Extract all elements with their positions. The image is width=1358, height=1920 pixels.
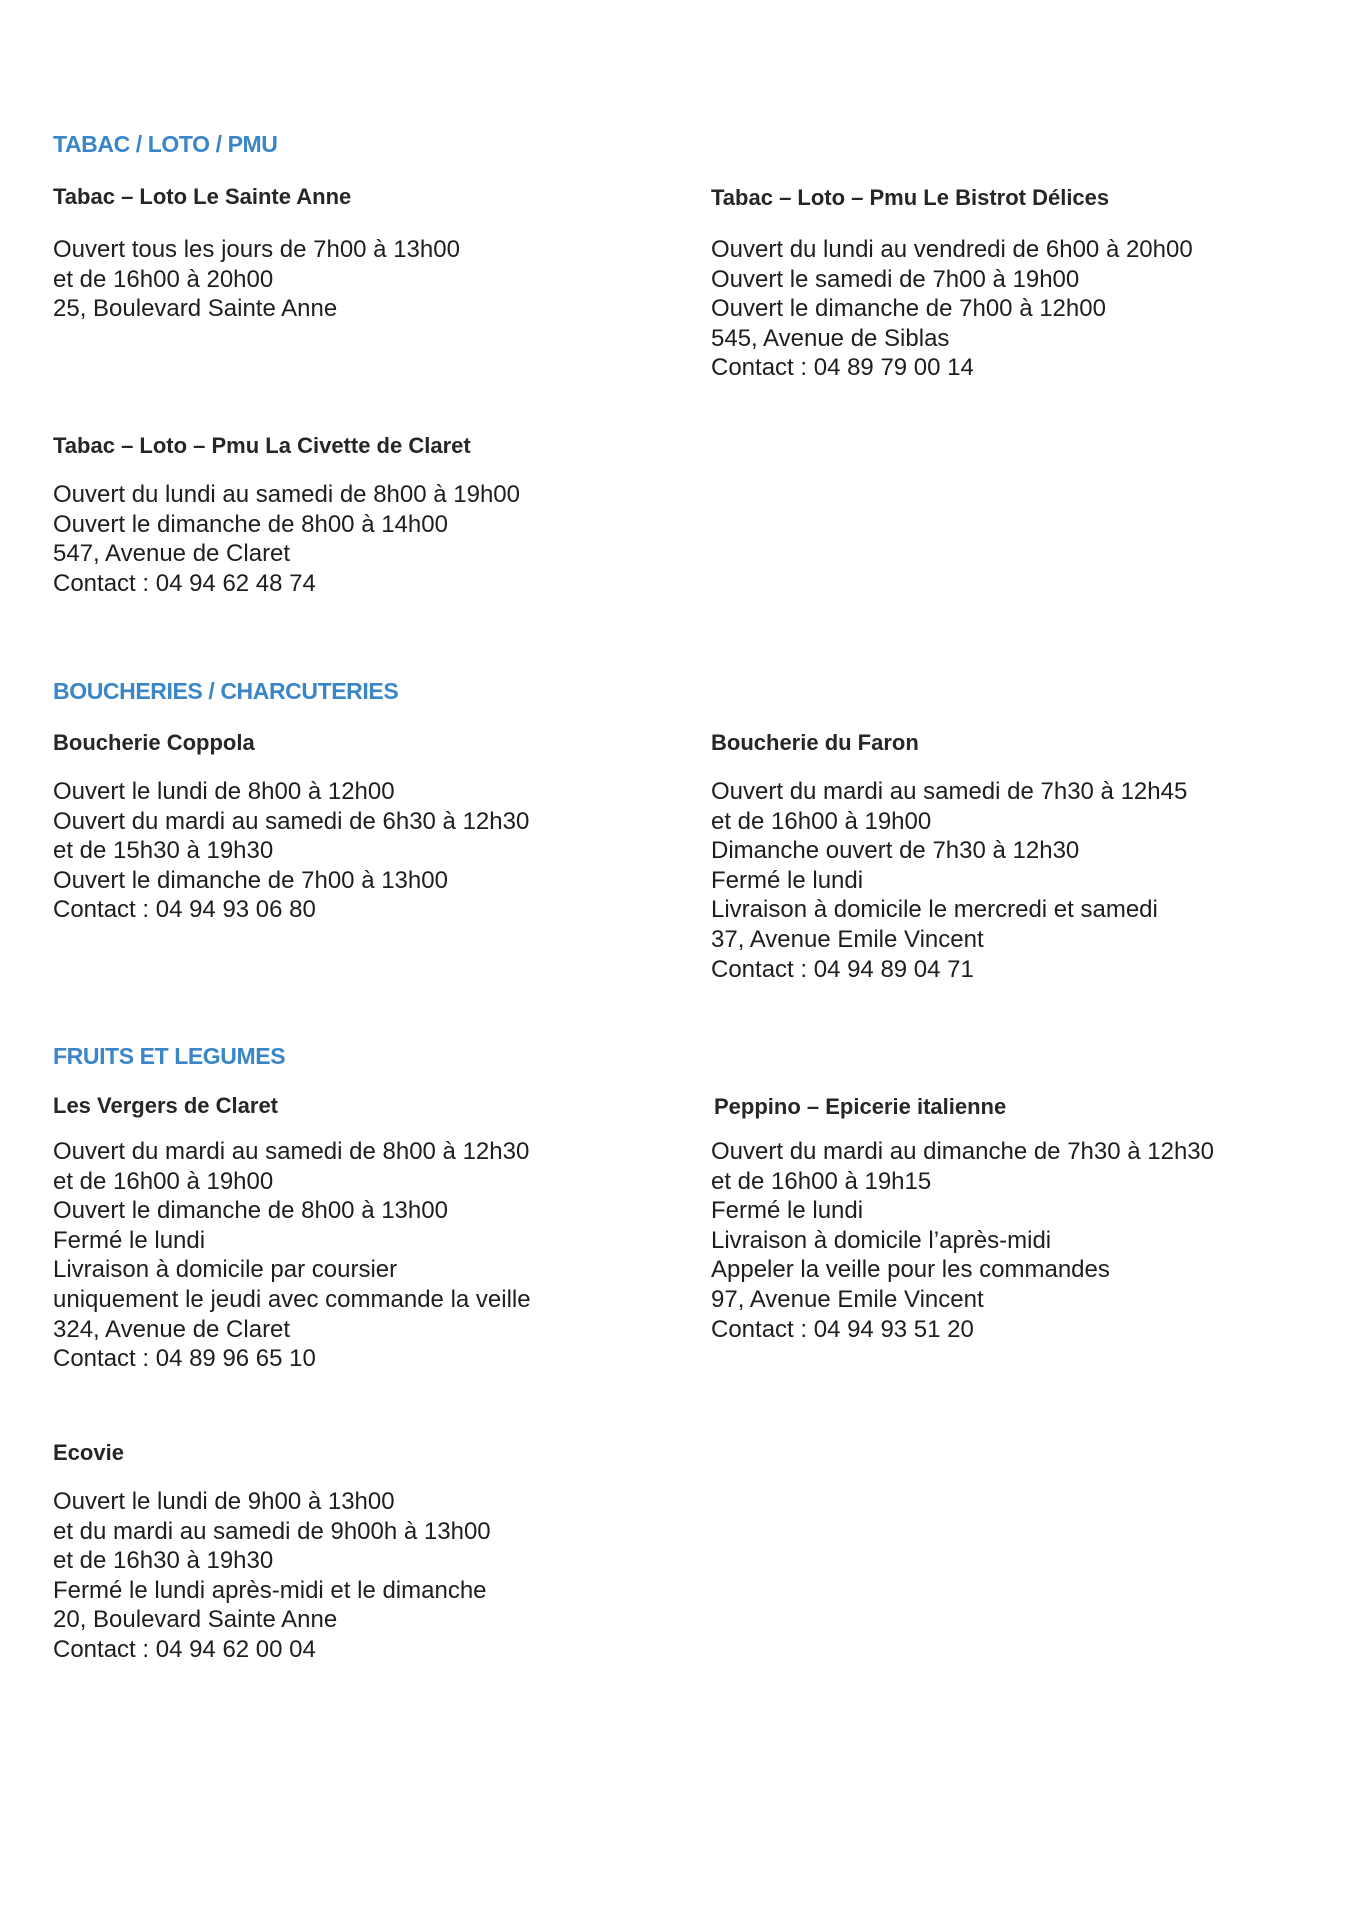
entry-line: Ouvert le lundi de 9h00 à 13h00 — [53, 1488, 395, 1515]
section-heading-tabac: TABAC / LOTO / PMU — [53, 131, 278, 157]
entry-line: Fermé le lundi — [53, 1226, 206, 1254]
entry-contact: Contact : 04 94 62 00 04 — [53, 1635, 316, 1663]
entry-line: et de 15h30 à 19h30 — [53, 837, 274, 865]
entry-line: Ouvert tous les jours de 7h00 à 13h00 — [53, 236, 460, 263]
entry-title: Tabac – Loto Le Sainte Anne — [53, 184, 352, 209]
entry-contact: Contact : 04 89 96 65 10 — [53, 1345, 316, 1373]
entry-address: 545, Avenue de Siblas — [711, 324, 950, 352]
entry-line: et du mardi au samedi de 9h00h à 13h00 — [53, 1517, 491, 1545]
entry-line: Ouvert le lundi de 8h00 à 12h00 — [53, 778, 395, 805]
entry-line: Ouvert du lundi au vendredi de 6h00 à 20h00 — [711, 236, 1193, 263]
entry-line: Livraison à domicile le mercredi et samedi — [711, 896, 1158, 924]
entry-line: et de 16h00 à 20h00 — [53, 265, 274, 293]
entry-line: Ouvert le dimanche de 8h00 à 13h00 — [53, 1197, 448, 1225]
entry-title: Boucherie Coppola — [53, 730, 255, 755]
entry-details — [53, 480, 520, 598]
entry-line: Fermé le lundi — [711, 866, 864, 894]
entry-address: 97, Avenue Emile Vincent — [711, 1285, 984, 1313]
section-heading-fruits-legumes: FRUITS ET LEGUMES — [53, 1043, 286, 1069]
entry-line: Ouvert le samedi de 7h00 à 19h00 — [711, 265, 1080, 293]
entry-line: Livraison à domicile l’après-midi — [711, 1226, 1052, 1254]
section-heading-boucheries: BOUCHERIES / CHARCUTERIES — [53, 678, 399, 704]
entry-title: Tabac – Loto – Pmu La Civette de Claret — [53, 433, 471, 458]
entry-address: 20, Boulevard Sainte Anne — [53, 1606, 338, 1634]
entry-line: Fermé le lundi — [711, 1197, 864, 1225]
entry-line: Appeler la veille pour les commandes — [711, 1256, 1110, 1284]
entry-line: Ouvert le dimanche de 8h00 à 14h00 — [53, 510, 448, 538]
entry-line: Ouvert le dimanche de 7h00 à 12h00 — [711, 295, 1106, 323]
entry-address: 324, Avenue de Claret — [53, 1315, 291, 1343]
entry-line: Ouvert du lundi au samedi de 8h00 à 19h00 — [53, 481, 521, 508]
entry-contact: Contact : 04 94 89 04 71 — [711, 955, 974, 983]
entry-title: Boucherie du Faron — [711, 730, 919, 755]
entry-title: Tabac – Loto – Pmu Le Bistrot Délices — [711, 185, 1110, 210]
entry-address: 37, Avenue Emile Vincent — [711, 925, 984, 953]
entry-contact: Contact : 04 94 93 51 20 — [711, 1315, 974, 1343]
entry-contact: Contact : 04 89 79 00 14 — [711, 354, 974, 382]
entry-line: Ouvert du mardi au samedi de 8h00 à 12h30 — [53, 1138, 530, 1165]
entry-line: Ouvert du mardi au dimanche de 7h30 à 12h30 — [711, 1138, 1215, 1165]
entry-title: Ecovie — [53, 1440, 124, 1465]
entry-details — [711, 235, 1193, 383]
entry-line: Fermé le lundi après-midi et le dimanche — [53, 1576, 487, 1604]
entry-line: et de 16h00 à 19h00 — [53, 1167, 274, 1195]
entry-line: uniquement le jeudi avec commande la veille — [53, 1285, 531, 1313]
entry-line: et de 16h30 à 19h30 — [53, 1547, 274, 1575]
entry-details — [711, 1137, 1214, 1344]
entry-contact: Contact : 04 94 62 48 74 — [53, 569, 316, 597]
entry-details — [53, 777, 529, 925]
entry-details — [53, 235, 460, 324]
entry-contact: Contact : 04 94 93 06 80 — [53, 896, 316, 924]
entry-line: Livraison à domicile par coursier — [53, 1256, 398, 1284]
entry-line: et de 16h00 à 19h00 — [711, 807, 932, 835]
entry-line: Dimanche ouvert de 7h30 à 12h30 — [711, 837, 1080, 865]
entry-title: Peppino – Epicerie italienne — [714, 1094, 1007, 1119]
entry-details — [53, 1487, 491, 1665]
entry-line: et de 16h00 à 19h15 — [711, 1167, 932, 1195]
entry-details — [711, 777, 1187, 984]
entry-title: Les Vergers de Claret — [53, 1093, 279, 1118]
entry-address: 25, Boulevard Sainte Anne — [53, 295, 338, 323]
entry-line: Ouvert du mardi au samedi de 6h30 à 12h30 — [53, 807, 530, 835]
entry-line: Ouvert du mardi au samedi de 7h30 à 12h45 — [711, 778, 1188, 805]
entry-line: Ouvert le dimanche de 7h00 à 13h00 — [53, 866, 448, 894]
entry-details — [53, 1137, 531, 1374]
entry-address: 547, Avenue de Claret — [53, 540, 291, 568]
